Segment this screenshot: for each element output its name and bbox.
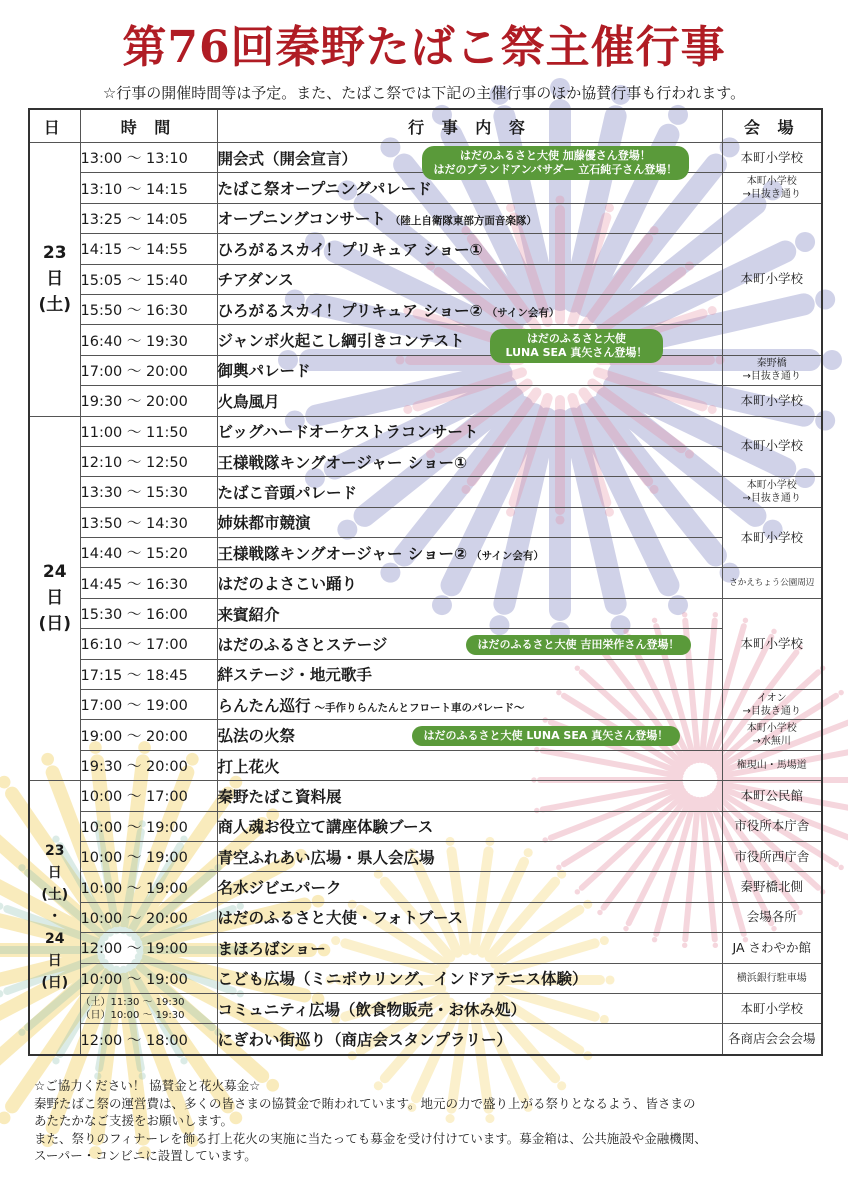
row-venue: 本町小学校 →目抜き通り — [722, 477, 822, 507]
table-row — [29, 386, 822, 416]
row-venue: 各商店会会会場 — [722, 1024, 822, 1055]
row-event: 商人魂お役立て講座体験ブース — [217, 811, 722, 841]
row-time: 19:30 ～ 20:00 — [80, 386, 217, 416]
row-time: 10:00 ～ 19:00 — [80, 811, 217, 841]
table-header-row — [29, 109, 822, 143]
day-24-cell: 24 日 (日) — [29, 416, 80, 781]
table-row — [29, 173, 822, 203]
row-venue: 会場各所 — [722, 902, 822, 932]
donation-text: スーパー・コンビニに設置しています。 — [34, 1148, 257, 1164]
row-event: 名水ジビエパーク — [217, 872, 722, 902]
row-event: 御輿パレード — [217, 355, 722, 385]
table-row — [29, 446, 822, 476]
table-row — [29, 690, 822, 720]
table-row — [29, 963, 822, 993]
row-time: 13:30 ～ 15:30 — [80, 477, 217, 507]
table-row — [29, 143, 822, 173]
row-event: 王様戦隊キングオージャー ショー② （サイン会有） — [217, 538, 722, 568]
row-time: 15:05 ～ 15:40 — [80, 264, 217, 294]
row-venue: 本町小学校 — [722, 507, 822, 568]
row-time: 12:10 ～ 12:50 — [80, 446, 217, 476]
row-venue: 本町小学校 — [722, 203, 822, 355]
row-event: オープニングコンサート （陸上自衛隊東部方面音楽隊） — [217, 203, 722, 233]
ambassador-badge: はだのふるさと大使 LUNA SEA 真矢さん登場！ — [412, 726, 681, 746]
row-event: 青空ふれあい広場・県人会広場 — [217, 841, 722, 871]
row-time: 13:10 ～ 14:15 — [80, 173, 217, 203]
table-row — [29, 872, 822, 902]
row-venue: 本町小学校 — [722, 386, 822, 416]
row-venue: 市役所西庁舎 — [722, 841, 822, 871]
table-row — [29, 203, 822, 233]
row-venue: 本町小学校 — [722, 416, 822, 477]
row-event: 来賓紹介 — [217, 598, 722, 628]
row-event: 王様戦隊キングオージャー ショー① — [217, 446, 722, 476]
row-event: まほろばショー — [217, 933, 722, 963]
row-event: ジャンボ火起こし綱引きコンテスト はだのふるさと大使 LUNA SEA 真矢さん登場！ — [217, 325, 722, 355]
row-event: チアダンス — [217, 264, 722, 294]
table-row — [29, 841, 822, 871]
row-event: たばこ祭オープニングパレード — [217, 173, 722, 203]
row-event: にぎわい街巡り（商店会スタンプラリー） — [217, 1024, 722, 1055]
donation-notice — [34, 1077, 824, 1165]
table-row — [29, 477, 822, 507]
table-row — [29, 993, 822, 1023]
table-row — [29, 568, 822, 598]
row-time: 13:50 ～ 14:30 — [80, 507, 217, 537]
table-row — [29, 234, 822, 264]
row-event: 開会式（開会宣言） はだのふるさと大使 加藤優さん登場！ はだのブランドアンバサダー 立石純子さん登場！ — [217, 143, 722, 173]
row-venue: 秦野橋 →目抜き通り — [722, 355, 822, 385]
row-time: 10:00 ～ 19:00 — [80, 872, 217, 902]
row-event: 秦野たばこ資料展 — [217, 781, 722, 811]
row-time: 14:15 ～ 14:55 — [80, 234, 217, 264]
header-day: 日 — [29, 109, 80, 143]
row-event: 打上花火 — [217, 750, 722, 780]
table-row — [29, 811, 822, 841]
row-venue: 秦野橋北側 — [722, 872, 822, 902]
row-venue: JA さわやか館 — [722, 933, 822, 963]
row-time: 19:30 ～ 20:00 — [80, 750, 217, 780]
ambassador-badge: はだのふるさと大使 加藤優さん登場！ はだのブランドアンバサダー 立石純子さん登場！ — [422, 146, 690, 180]
row-event: こども広場（ミニボウリング、インドアテニス体験） — [217, 963, 722, 993]
table-row — [29, 416, 822, 446]
table-row — [29, 659, 822, 689]
table-row — [29, 720, 822, 750]
page-subtitle: ☆行事の開催時間等は予定。また、たばこ祭では下記の主催行事のほか協賛行事も行われます。 — [102, 84, 746, 102]
header-time: 時 間 — [80, 109, 217, 143]
row-venue: 横浜銀行駐車場 — [722, 963, 822, 993]
row-event: たばこ音頭パレード — [217, 477, 722, 507]
row-time: 19:00 ～ 20:00 — [80, 720, 217, 750]
row-venue: 本町公民館 — [722, 781, 822, 811]
row-event: はだのふるさとステージ はだのふるさと大使 吉田栄作さん登場！ — [217, 629, 722, 659]
table-row — [29, 264, 822, 294]
row-time: 13:00 ～ 13:10 — [80, 143, 217, 173]
donation-text: また、祭りのフィナーレを飾る打上花火の実施に当たっても募金を受け付けています。募金箱は、公共施設や金融機関、 — [34, 1130, 707, 1146]
donation-text: 秦野たばこ祭の運営費は、多くの皆さまの協賛金で賄われています。地元の力で盛り上がる祭りとなるよう、皆さまの — [34, 1095, 696, 1111]
row-time: 15:30 ～ 16:00 — [80, 598, 217, 628]
table-row — [29, 781, 822, 811]
row-venue: 本町小学校 — [722, 143, 822, 173]
row-time: 10:00 ～ 19:00 — [80, 963, 217, 993]
row-time: 13:25 ～ 14:05 — [80, 203, 217, 233]
row-venue: 権現山・馬場道 — [722, 750, 822, 780]
table-row — [29, 538, 822, 568]
row-event: はだのよさこい踊り — [217, 568, 722, 598]
row-venue: 本町小学校 →水無川 — [722, 720, 822, 750]
row-time: 10:00 ～ 20:00 — [80, 902, 217, 932]
row-time: 17:00 ～ 20:00 — [80, 355, 217, 385]
row-time: 11:00 ～ 11:50 — [80, 416, 217, 446]
table-row — [29, 1024, 822, 1055]
donation-text: あたたかなご支援をお願いします。 — [34, 1113, 234, 1129]
table-row — [29, 294, 822, 324]
table-row — [29, 355, 822, 385]
row-time: 10:00 ～ 17:00 — [80, 781, 217, 811]
row-time: 16:10 ～ 17:00 — [80, 629, 217, 659]
row-event: ビッグハードオーケストラコンサート — [217, 416, 722, 446]
row-time: 14:45 ～ 16:30 — [80, 568, 217, 598]
row-time: 14:40 ～ 15:20 — [80, 538, 217, 568]
page-title: 第76回秦野たばこ祭主催行事 — [122, 22, 726, 73]
row-time: 12:00 ～ 18:00 — [80, 1024, 217, 1055]
table-row — [29, 325, 822, 355]
row-event: 火鳥風月 — [217, 386, 722, 416]
table-row — [29, 507, 822, 537]
header-event: 行 事 内 容 — [217, 109, 722, 143]
table-row — [29, 598, 822, 628]
table-row — [29, 629, 822, 659]
header-venue: 会 場 — [722, 109, 822, 143]
row-event: らんたん巡行 ～手作りらんたんとフロート車のパレード～ — [217, 690, 722, 720]
row-venue: 本町小学校 — [722, 993, 822, 1023]
row-time: 15:50 ～ 16:30 — [80, 294, 217, 324]
row-time: 16:40 ～ 19:30 — [80, 325, 217, 355]
donation-heading: ☆ご協力ください！ 協賛金と花火募金☆ — [34, 1078, 261, 1093]
row-time: 12:00 ～ 19:00 — [80, 933, 217, 963]
row-event: はだのふるさと大使・フォトブース — [217, 902, 722, 932]
row-venue: 本町小学校 — [722, 598, 822, 689]
table-row — [29, 933, 822, 963]
schedule-table — [28, 108, 823, 1056]
row-event: 姉妹都市競演 — [217, 507, 722, 537]
row-event: 弘法の火祭 はだのふるさと大使 LUNA SEA 真矢さん登場！ — [217, 720, 722, 750]
row-time: 10:00 ～ 19:00 — [80, 841, 217, 871]
day-23-cell: 23 日 (土) — [29, 143, 80, 417]
row-time: 17:00 ～ 19:00 — [80, 690, 217, 720]
table-row — [29, 902, 822, 932]
row-event: ひろがるスカイ！プリキュア ショー② （サイン会有） — [217, 294, 722, 324]
day-both-cell: 23 日 (土) ・ 24 日 (日) — [29, 781, 80, 1055]
table-row — [29, 750, 822, 780]
row-time: （土）11:30 ～ 19:30 （日）10:00 ～ 19:30 — [80, 993, 217, 1023]
row-event: 絆ステージ・地元歌手 — [217, 659, 722, 689]
row-venue: 市役所本庁舎 — [722, 811, 822, 841]
row-venue: 本町小学校 →目抜き通り — [722, 173, 822, 203]
row-event: コミュニティ広場（飲食物販売・お休み処） — [217, 993, 722, 1023]
ambassador-badge: はだのふるさと大使 LUNA SEA 真矢さん登場！ — [490, 329, 664, 363]
ambassador-badge: はだのふるさと大使 吉田栄作さん登場！ — [466, 635, 692, 655]
row-venue: さかえちょう公園周辺 — [722, 568, 822, 598]
row-event: ひろがるスカイ！プリキュア ショー① — [217, 234, 722, 264]
row-time: 17:15 ～ 18:45 — [80, 659, 217, 689]
row-venue: イオン →目抜き通り — [722, 690, 822, 720]
